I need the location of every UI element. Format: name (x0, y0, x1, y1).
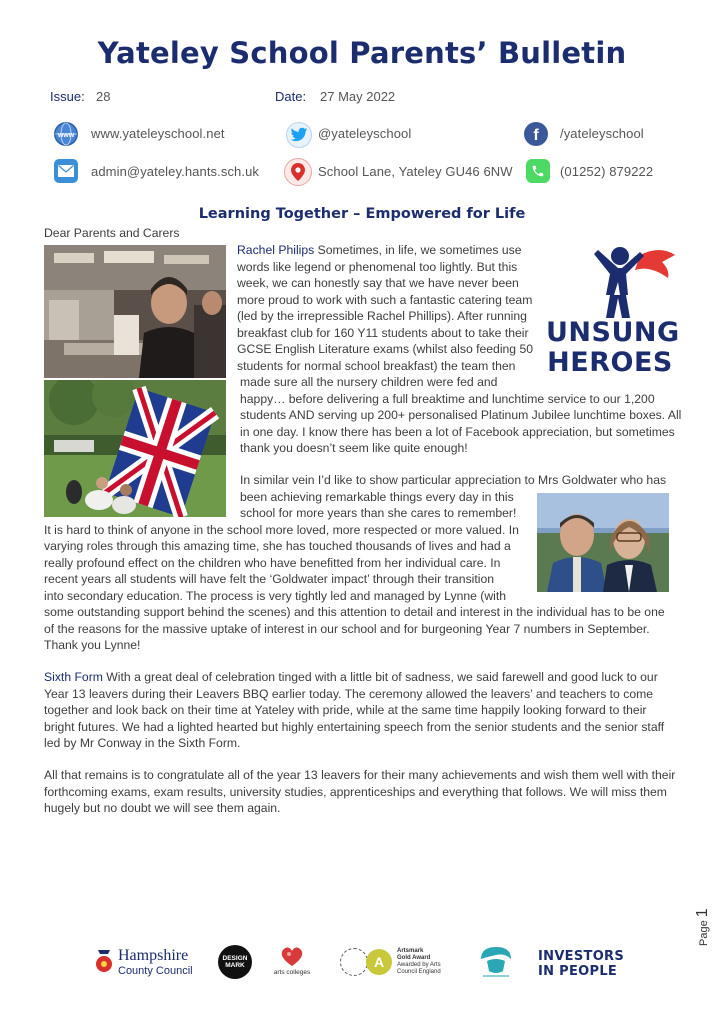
hampshire-text: Hampshire (118, 947, 189, 964)
www-icon-text: www (57, 132, 75, 139)
para1-line: students AND serving up 200+ personalised Platinum Jubilee lunchtime boxes. All (240, 408, 682, 422)
globe-icon (54, 122, 78, 146)
facebook-handle[interactable]: /yateleyschool (560, 126, 644, 141)
para2-line: of the reasons for the massive uptake of interest in our school and for burgeoning Year 7 numbers in September. (44, 621, 650, 636)
para1-line: happy… before delivering a full breaktime and lunchtime service to our 1,200 (240, 391, 655, 406)
hampshire-logo (94, 946, 204, 980)
arts-colleges-logo (272, 945, 312, 981)
heroes-text: HEROES (547, 347, 673, 378)
twitter-icon (286, 122, 312, 148)
date-value: 27 May 2022 (320, 89, 396, 104)
para2-line: It is hard to think of anyone in the school more loved, more respected or more valued. In (44, 522, 519, 537)
address-text: School Lane, Yateley GU46 6NW (318, 164, 513, 179)
para2-line: into secondary education. The process is very tightly led and managed by Lynne (with (44, 588, 507, 603)
issue-number: 28 (96, 89, 111, 104)
unsung-heroes-logo (540, 240, 680, 385)
para4-line: forthcoming exams, exam results, university studies, apprenticeships and everything that follows. We will miss them (44, 784, 667, 799)
para1-line: week, we can honestly say that we have never been (237, 276, 519, 290)
para1-line-1: Rachel Philips Sometimes, in life, we sometimes use (237, 243, 522, 257)
para2-line: really profound effect on the children who have benefitted from her individual care. In (44, 555, 501, 570)
para1-line: thank you doesn’t seem like quite enough! (240, 441, 468, 455)
page-digit: 1 (694, 908, 711, 918)
para1-line: words like legend or phenomenal too lightly. But this (237, 259, 518, 274)
location-pin-icon (284, 158, 312, 186)
phone-number: (01252) 879222 (560, 164, 654, 179)
page-number (688, 898, 718, 946)
page-title: Yateley School Parents’ Bulletin (97, 36, 627, 70)
artsmark-icon: A (366, 949, 392, 975)
page-label: Page (698, 920, 710, 946)
para1-line: more proud to work with such a fantastic catering team (237, 292, 533, 307)
design-mark-logo (218, 945, 252, 979)
para1-line: GCSE English Literature exams (whilst also feeding 50 (237, 342, 534, 356)
para4-line: hugely but no doubt we will see them again. (44, 801, 281, 815)
para2-line: school for more years than she cares to remember! (240, 506, 517, 520)
artsmark-text: Artsmark Gold Award Awarded by Arts Council England (397, 948, 441, 975)
section-heading: Learning Together – Empowered for Life (198, 206, 526, 222)
inclusion-logo (477, 945, 515, 979)
para1-line: (led by the irrepressible Rachel Phillips). After running (237, 309, 527, 323)
website-link[interactable]: www.yateleyschool.net (91, 126, 225, 141)
design-mark-text: DESIGN MARK (222, 955, 248, 969)
para1-line: made sure all the nursery children were fed and (240, 375, 498, 389)
twitter-handle[interactable]: @yateleyschool (318, 126, 412, 141)
para1-lead: Rachel Philips (237, 243, 315, 257)
catering-team-photo (44, 245, 226, 378)
issue-label: Issue: (50, 89, 85, 104)
jubilee-flag-photo (44, 380, 226, 517)
para2-line: varying roles through this amazing time, she has touched thousands of lives and had a (44, 539, 511, 553)
para3-line-1: Sixth Form With a great deal of celebration tinged with a little bit of sadness, we said farewell and good luck to our (44, 670, 658, 684)
para1-line: in one day. I know there has been a lot of Facebook appreciation, but sometimes (240, 424, 675, 439)
para3-line: bright futures. We had a lighted hearted but highly entertaining speech from the senior students and the senior staff (44, 719, 665, 734)
salutation: Dear Parents and Carers (44, 226, 180, 240)
investors-in-people-logo: INVESTORS IN PEOPLE (538, 949, 625, 979)
county-council-text: County Council (118, 965, 193, 977)
phone-icon (526, 159, 550, 183)
para3-lead: Sixth Form (44, 670, 103, 684)
unsung-text: UNSUNG (546, 317, 680, 348)
para2-line: some outstanding support behind the scenes) and this attention to detail and interest in the individual has to be one (44, 605, 665, 619)
goldwater-photo (537, 493, 669, 592)
para3-line: led by Mr Conway in the Sixth Form. (44, 736, 241, 750)
email-link[interactable]: admin@yateley.hants.sch.uk (91, 164, 260, 179)
para2-line: been achieving remarkable things every day in this (240, 489, 514, 504)
facebook-icon: f (524, 122, 548, 146)
para4-line: All that remains is to congratulate all of the year 13 leavers for their many achievements and wish them well with their (44, 768, 676, 782)
arts-council-seal-icon (340, 948, 368, 976)
email-icon (54, 159, 78, 183)
para2-line: recent years all students will have felt the ‘Goldwater impact’ through their transition (44, 572, 495, 586)
para1-line: breakfast club for 160 Y11 students about to take their (237, 325, 529, 340)
date-label: Date: (275, 89, 307, 104)
para2-line: In similar vein I’d like to show particular appreciation to Mrs Goldwater who has (240, 473, 667, 487)
para3-line: together and look back on their time at Yateley with pride, while at the same time happily looking forward to their (44, 703, 647, 717)
arts-colleges-text: arts colleges (273, 969, 311, 976)
para2-line: Thank you Lynne! (44, 638, 141, 652)
para3-line: Year 13 leavers during their Leavers BBQ earlier today. The ceremony allowed the leavers’ and teachers to come (44, 686, 654, 701)
para1-line: students for normal school breakfast) the team then (237, 358, 516, 373)
